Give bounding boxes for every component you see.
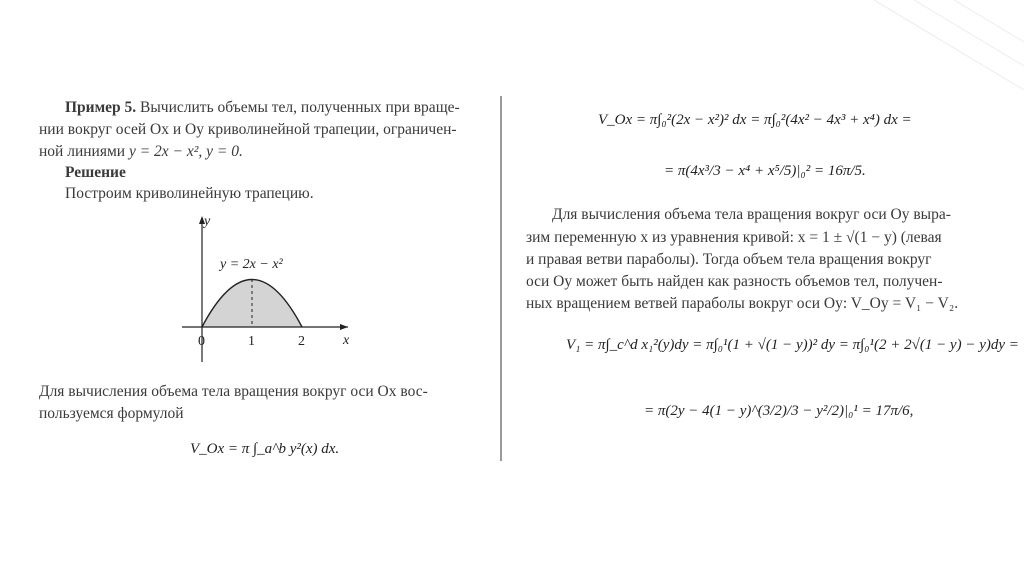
formula-vox: V_Ox = π ∫_a^b y²(x) dx. [190, 441, 340, 457]
problem-line-2: нии вокруг осей Ox и Oy криволинейной трапеции, ограничен- [39, 121, 457, 138]
problem-line-3 [39, 142, 243, 162]
solution-heading: Решение [65, 164, 126, 181]
para-line-1: Для вычисления объема тела вращения вокруг оси Oy выра- [552, 206, 951, 223]
x-axis-arrow [340, 324, 348, 330]
curve-label: y = 2x − x² [220, 257, 283, 272]
problem-text-3: ной линиями [39, 143, 126, 160]
example-label: Пример 5. [65, 99, 137, 116]
problem-math-3: y = 2x − x², y = 0. [128, 143, 243, 160]
tick-1: 1 [248, 334, 255, 349]
para-line-5: ных вращением ветвей параболы вокруг оси Oy: V_Oy = V₁ − V₂. [526, 295, 959, 312]
x-axis-label: x [343, 333, 350, 348]
para-line-2: зим переменную x из уравнения кривой: x = 1 ± √(1 − y) (левая [526, 229, 942, 246]
problem-text-1: Вычислить объемы тел, полученных при враще- [140, 99, 460, 116]
para-line-4: оси Oy может быть найден как разность объемов тел, получен- [526, 273, 943, 290]
tick-2: 2 [298, 334, 305, 349]
column-divider [500, 96, 502, 461]
corner-decoration [874, 0, 1024, 90]
formula-intro-line-1: Для вычисления объема тела вращения вокруг оси Ox вос- [39, 383, 428, 400]
parabola-graph [180, 212, 360, 362]
solution-line: Построим криволинейную трапецию. [65, 185, 314, 202]
formula-intro-line-2: пользуемся формулой [39, 405, 184, 422]
vox-computation-line-1: V_Ox = π∫₀²(2x − x²)² dx = π∫₀²(4x² − 4x³ + x⁴) dx = [598, 112, 912, 128]
vox-computation-line-2: = π(4x³/3 − x⁴ + x⁵/5)|₀² = 16π/5. [664, 163, 866, 179]
problem-line-1 [65, 98, 460, 118]
para-line-3: и правая ветви параболы). Тогда объем тела вращения вокруг [526, 251, 932, 268]
tick-0: 0 [198, 334, 205, 349]
y-axis-label: y [204, 214, 211, 229]
v1-computation-line-2: = π(2y − 4(1 − y)^(3/2)/3 − y²/2)|₀¹ = 17π/6, [644, 403, 914, 419]
v1-computation-line-1: V₁ = π∫_c^d x₁²(y)dy = π∫₀¹(1 + √(1 − y))² dy = π∫₀¹(2 + 2√(1 − y) − y)dy = [566, 337, 1019, 353]
